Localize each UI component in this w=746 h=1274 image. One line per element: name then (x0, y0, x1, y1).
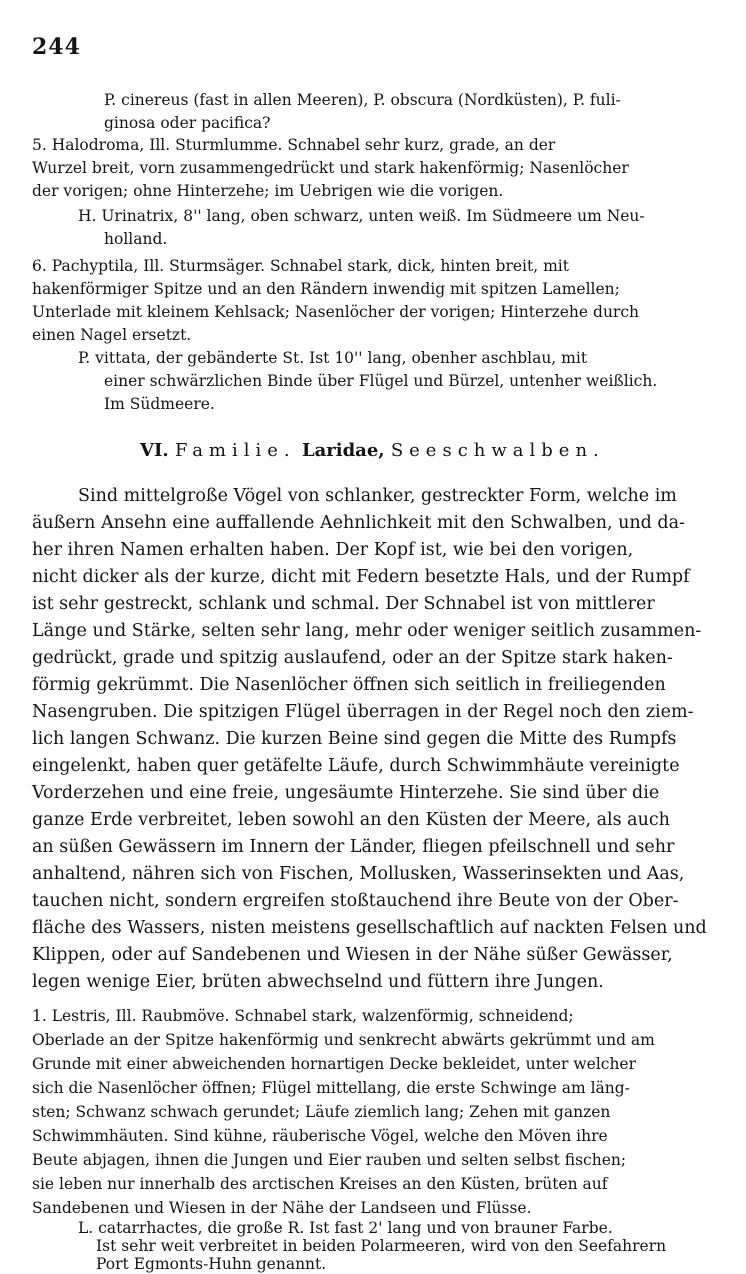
paragraph-line: äußern Ansehn eine auffallende Aehnlichkeit mit den Schwalben, und da- (32, 513, 685, 533)
paragraph-line: ganze Erde verbreitet, leben sowohl an den Küsten der Meere, als auch (32, 810, 670, 830)
genus-line: 5. Halodroma, Ill. Sturmlumme. Schnabel sehr kurz, grade, an der (32, 136, 556, 154)
paragraph-line: ist sehr gestreckt, schlank und schmal. Der Schnabel ist von mittlerer (32, 594, 655, 614)
paragraph-line: legen wenige Eier, brüten abwechselnd und füttern ihre Jungen. (32, 972, 604, 992)
text-line: Beute abjagen, ihnen die Jungen und Eier rauben und selten selbst fischen; (32, 1151, 627, 1169)
family-number: VI. (140, 440, 169, 461)
text-line: Im Südmeere. (104, 395, 215, 413)
paragraph-line: Sind mittelgroße Vögel von schlanker, gestreckter Form, welche im (78, 486, 677, 506)
text-line: Port Egmonts-Huhn genannt. (96, 1255, 327, 1273)
genus-line: 6. Pachyptila, Ill. Sturmsäger. Schnabel stark, dick, hinten breit, mit (32, 257, 569, 275)
paragraph-line: Klippen, oder auf Sandebenen und Wiesen in der Nähe süßer Gewässer, (32, 945, 673, 965)
text-line: Sandebenen und Wiesen in der Nähe der Landseen und Flüsse. (32, 1199, 532, 1217)
paragraph-line: her ihren Namen erhalten haben. Der Kopf ist, wie bei den vorigen, (32, 540, 634, 560)
species-line: H. Urinatrix, 8'' lang, oben schwarz, unten weiß. Im Südmeere um Neu- (78, 207, 645, 225)
text-line: ginosa oder pacifica? (104, 114, 271, 132)
text-line: Ist sehr weit verbreitet in beiden Polarmeeren, wird von den Seefahrern (96, 1237, 667, 1255)
text-line: Wurzel breit, vorn zusammengedrückt und stark hakenförmig; Nasenlöcher (32, 159, 629, 177)
paragraph-line: Länge und Stärke, selten sehr lang, mehr oder weniger seitlich zusammen- (32, 621, 702, 641)
text-line: Oberlade an der Spitze hakenförmig und senkrecht abwärts gekrümmt und am (32, 1031, 655, 1049)
text-line: Grunde mit einer abweichenden hornartigen Decke bekleidet, unter welcher (32, 1055, 637, 1073)
paragraph-line: eingelenkt, haben quer getäfelte Läufe, durch Schwimmhäute vereinigte (32, 756, 680, 776)
text-line: sich die Nasenlöcher öffnen; Flügel mittellang, die erste Schwinge am läng- (32, 1079, 630, 1097)
paragraph-line: Vorderzehen und eine freie, ungesäumte Hinterzehe. Sie sind über die (32, 783, 660, 803)
paragraph-line: nicht dicker als der kurze, dicht mit Federn besetzte Hals, und der Rumpf (32, 567, 690, 587)
paragraph-line: Nasengruben. Die spitzigen Flügel überragen in der Regel noch den ziem- (32, 702, 694, 722)
family-word: Familie. (174, 440, 296, 461)
paragraph-line: anhaltend, nähren sich von Fischen, Mollusken, Wasserinsekten und Aas, (32, 864, 685, 884)
text-line: einer schwärzlichen Binde über Flügel und Bürzel, untenher weißlich. (104, 372, 658, 390)
species-line: L. catarrhactes, die große R. Ist fast 2' lang und von brauner Farbe. (78, 1219, 613, 1237)
text-line: sten; Schwanz schwach gerundet; Läufe ziemlich lang; Zehen mit ganzen (32, 1103, 611, 1121)
family-heading (140, 440, 605, 461)
paragraph-line: an süßen Gewässern im Innern der Länder, fliegen pfeilschnell und sehr (32, 837, 675, 857)
family-latin-name: Laridae, (301, 440, 385, 461)
genus-line: 1. Lestris, Ill. Raubmöve. Schnabel stark, walzenförmig, schneidend; (32, 1007, 574, 1025)
text-line: einen Nagel ersetzt. (32, 326, 192, 344)
text-line: holland. (104, 230, 168, 248)
paragraph-line: gedrückt, grade und spitzig auslaufend, oder an der Spitze stark haken- (32, 648, 673, 668)
paragraph-line: förmig gekrümmt. Die Nasenlöcher öffnen sich seitlich in freiliegenden (32, 675, 666, 695)
paragraph-line: tauchen nicht, sondern ergreifen stoßtauchend ihre Beute von der Ober- (32, 891, 679, 911)
text-line: Unterlade mit kleinem Kehlsack; Nasenlöcher der vorigen; Hinterzehe durch (32, 303, 639, 321)
text-line: Schwimmhäuten. Sind kühne, räuberische Vögel, welche den Möven ihre (32, 1127, 608, 1145)
text-line: hakenförmiger Spitze und an den Rändern inwendig mit spitzen Lamellen; (32, 280, 620, 298)
text-line: P. cinereus (fast in allen Meeren), P. obscura (Nordküsten), P. fuli- (104, 91, 621, 109)
species-line: P. vittata, der gebänderte St. Ist 10'' lang, obenher aschblau, mit (78, 349, 588, 367)
text-line: der vorigen; ohne Hinterzehe; im Uebrigen wie die vorigen. (32, 182, 504, 200)
text-line: sie leben nur innerhalb des arctischen Kreises an den Küsten, brüten auf (32, 1175, 608, 1193)
paragraph-line: lich langen Schwanz. Die kurzen Beine sind gegen die Mitte des Rumpfs (32, 729, 677, 749)
page-number: 244 (32, 34, 81, 60)
paragraph-line: fläche des Wassers, nisten meistens gesellschaftlich auf nackten Felsen und (32, 918, 707, 938)
family-german-name: Seeschwalben. (390, 440, 605, 461)
